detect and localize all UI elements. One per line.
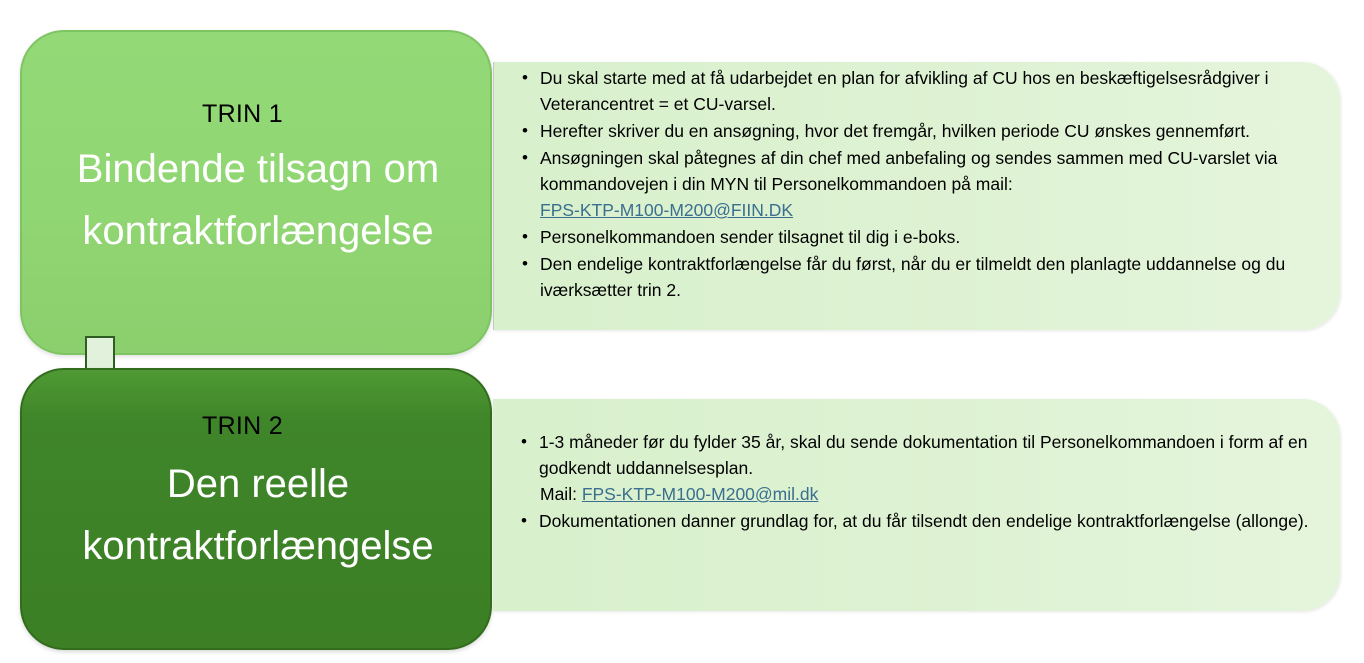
step-2-label: TRIN 2 bbox=[202, 412, 283, 440]
bullet-text: Ansøgningen skal påtegnes af din chef med anbefaling og sendes sammen med CU-varslet via kommandovejen i din MYN til Personelkommandoen på mail: bbox=[540, 148, 1278, 194]
bullet-text: 1-3 måneder før du fylder 35 år, skal du sende dokumentation til Personelkommandoen i form af en godkendt uddannelsesplan. bbox=[539, 432, 1308, 478]
bullet-item bbox=[521, 508, 1310, 534]
email-link[interactable]: FPS-KTP-M100-M200@mil.dk bbox=[581, 484, 819, 504]
step-2-details-panel bbox=[493, 399, 1340, 611]
bullet-item bbox=[522, 65, 1310, 117]
bullet-item bbox=[521, 429, 1310, 507]
bullet-text: Dokumentationen danner grundlag for, at du får tilsendt den endelige kontraktforlængelse (allonge). bbox=[539, 511, 1309, 531]
step-2-box bbox=[20, 368, 492, 650]
step-1-details-panel bbox=[493, 62, 1340, 330]
step-1-title bbox=[22, 138, 494, 262]
step-2-title-line-1: Den reelle bbox=[166, 462, 350, 506]
step-1-bullet-list bbox=[522, 65, 1310, 304]
bullet-item bbox=[522, 145, 1310, 223]
bullet-text: Den endelige kontraktforlængelse får du først, når du er tilmeldt den planlagte uddannelse og du iværksætter trin 2. bbox=[540, 254, 1286, 300]
bullet-item bbox=[522, 224, 1310, 250]
step-1-label: TRIN 1 bbox=[202, 100, 283, 128]
mail-line bbox=[539, 481, 1310, 507]
step-1-title-line-1: Bindende tilsagn om bbox=[76, 147, 440, 191]
bullet-item bbox=[522, 251, 1310, 303]
step-2-bullet-list bbox=[521, 429, 1310, 535]
mail-label: Mail: bbox=[540, 484, 582, 504]
bullet-text: Herefter skriver du en ansøgning, hvor det fremgår, hvilken periode CU ønskes gennemført. bbox=[540, 121, 1251, 141]
step-1-title-line-2: kontraktforlængelse bbox=[82, 209, 434, 253]
step-2-title bbox=[22, 453, 494, 577]
bullet-item bbox=[522, 118, 1310, 144]
step-1-box bbox=[20, 30, 492, 355]
email-link[interactable]: FPS-KTP-M100-M200@FIIN.DK bbox=[540, 200, 794, 220]
bullet-text: Personelkommandoen sender tilsagnet til dig i e-boks. bbox=[540, 227, 961, 247]
step-2-title-line-2: kontraktforlængelse bbox=[82, 524, 434, 568]
bullet-text: Du skal starte med at få udarbejdet en plan for afvikling af CU hos en beskæftigelsesrådgiver i Veterancentret = et CU-varsel. bbox=[540, 68, 1269, 114]
